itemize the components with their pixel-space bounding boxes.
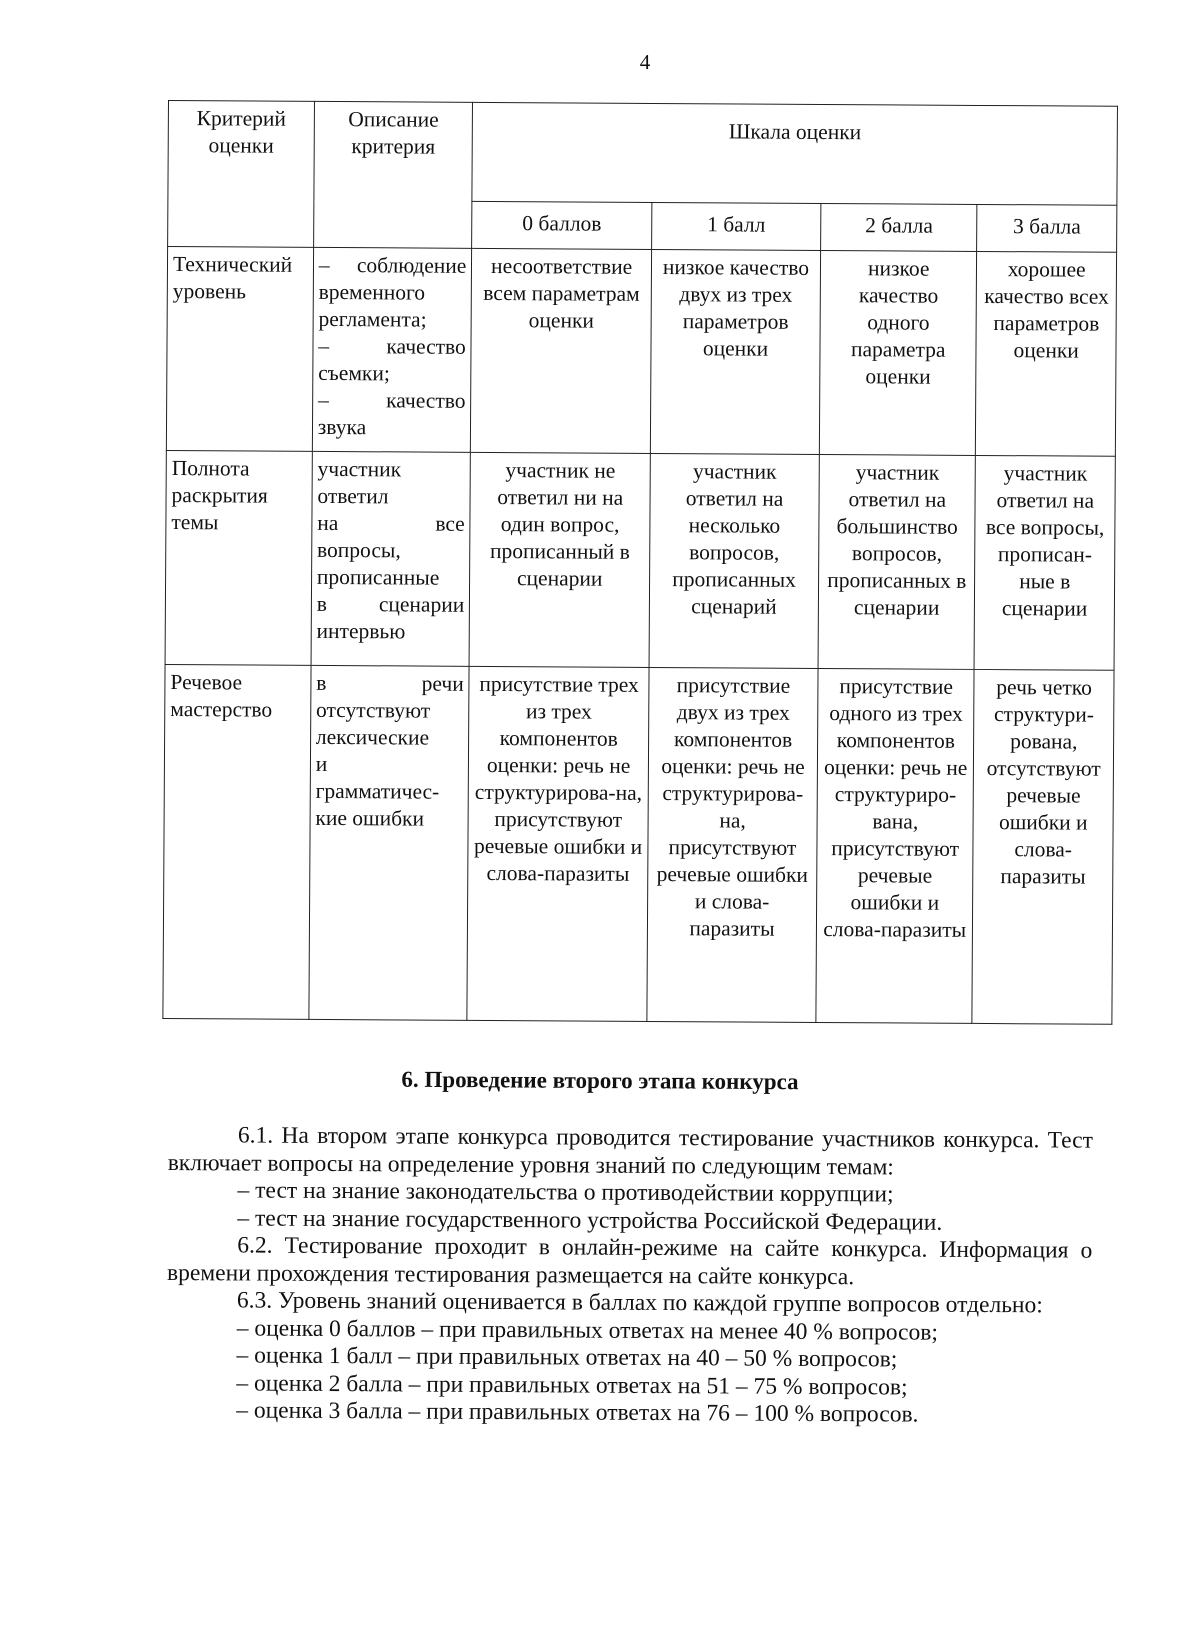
description-line: ответил: [317, 483, 389, 509]
score-cell: участник ответил на несколько вопросов, прописанных сценарий: [649, 453, 819, 668]
description-line: интервью: [316, 618, 406, 644]
header-score-3: 3 балла: [977, 204, 1117, 252]
description-cell: [311, 451, 471, 666]
description-line: на все: [317, 510, 465, 536]
description-cell: [309, 665, 470, 1020]
description-cell: [312, 247, 472, 452]
section-title: 6. Проведение второго этапа конкурса: [401, 1066, 799, 1095]
description-line: лексические: [315, 724, 430, 750]
description-line: – качество: [318, 333, 466, 359]
description-line: и: [315, 751, 328, 776]
description-line: прописанные: [316, 564, 440, 590]
score-cell: речь четко структури-рована, отсутствуют речевые ошибки и слова-паразиты: [972, 669, 1114, 1024]
description-line: вопросы,: [317, 537, 401, 563]
table-row: [165, 450, 1115, 670]
description-line: регламента;: [318, 306, 427, 332]
header-description: Описание критерия: [313, 101, 472, 248]
description-line: звука: [317, 414, 367, 440]
score-cell: низкое качество одного параметра оценки: [819, 250, 977, 455]
section-body: [166, 1122, 1093, 1430]
description-line: – качество: [317, 387, 466, 413]
description-line: съемки;: [318, 360, 390, 386]
page-number: 4: [639, 50, 651, 74]
score-cell: несоответствие всем параметрам оценки: [471, 248, 652, 453]
description-line: в речи: [316, 670, 464, 696]
criterion-cell: Речевое мастерство: [163, 664, 311, 1019]
paragraph-6-3: 6.3. Уровень знаний оценивается в баллах по каждой группе вопросов отдельно:: [236, 1287, 1043, 1319]
description-line: – соблюдение: [318, 252, 467, 278]
paragraph-6-2: 6.2. Тестирование проходит в онлайн-режиме на сайте конкурса. Информация о времени прохождения тестирования размещается на сайте конкурса.: [167, 1232, 1093, 1290]
list-item: – тест на знание государственного устройства Российской Федерации.: [237, 1204, 943, 1236]
score-cell: присутствие двух из трех компонентов оценки: речь не структурирова-на, присутствуют речевые ошибки и слова-паразиты: [647, 667, 818, 1022]
description-line: временного: [318, 279, 426, 305]
header-scale: Шкала оценки: [472, 102, 1117, 205]
header-score-2: 2 балла: [821, 203, 978, 251]
score-cell: присутствие трех из трех компонентов оценки: речь не структурирова-на, присутствуют речевые ошибки и слова-паразиты: [467, 666, 649, 1021]
table-row: [163, 664, 1114, 1024]
list-item: – оценка 0 баллов – при правильных ответах на менее 40 % вопросов;: [236, 1314, 938, 1346]
criterion-cell: Полнота раскрытия темы: [165, 450, 312, 665]
description-line: участник: [317, 456, 402, 482]
paragraph-6-1: 6.1. На втором этапе конкурса проводится тестирование участников конкурса. Тест включает вопросы на определение уровня знаний по следующим темам:: [167, 1122, 1093, 1180]
description-line: отсутствуют: [316, 697, 431, 723]
score-cell: низкое качество двух из трех параметров оценки: [650, 249, 820, 454]
score-cell: участник ответил на все вопросы, прописан-ные в сценарии: [974, 455, 1115, 670]
list-item: – оценка 1 балл – при правильных ответах на 40 – 50 % вопросов;: [236, 1342, 898, 1373]
table-row: [166, 247, 1116, 457]
header-score-0: 0 баллов: [472, 201, 652, 249]
score-cell: хорошее качество всех параметров оценки: [976, 251, 1117, 456]
score-cell: присутствие одного из трех компонентов оценки: речь не структуриро-вана, присутствуют речевые ошибки и слова-паразиты: [816, 668, 975, 1023]
criterion-cell: Технический уровень: [166, 247, 313, 452]
description-line: в сценарии: [316, 591, 465, 617]
list-item: – оценка 3 балла – при правильных ответах на 76 – 100 % вопросов.: [236, 1397, 919, 1428]
evaluation-criteria-table: [162, 100, 1118, 1025]
list-item: – тест на знание законодательства о противодействии коррупции;: [237, 1177, 894, 1208]
description-line: грамматичес-: [315, 778, 440, 804]
list-item: – оценка 2 балла – при правильных ответах на 51 – 75 % вопросов;: [236, 1369, 908, 1401]
header-criterion: Критерий оценки: [168, 101, 315, 248]
score-cell: участник не ответил ни на один вопрос, прописанный в сценарии: [469, 452, 650, 667]
header-score-1: 1 балл: [652, 202, 821, 250]
score-cell: участник ответил на большинство вопросов, прописанных в сценарии: [818, 454, 976, 669]
description-line: кие ошибки: [315, 805, 425, 831]
